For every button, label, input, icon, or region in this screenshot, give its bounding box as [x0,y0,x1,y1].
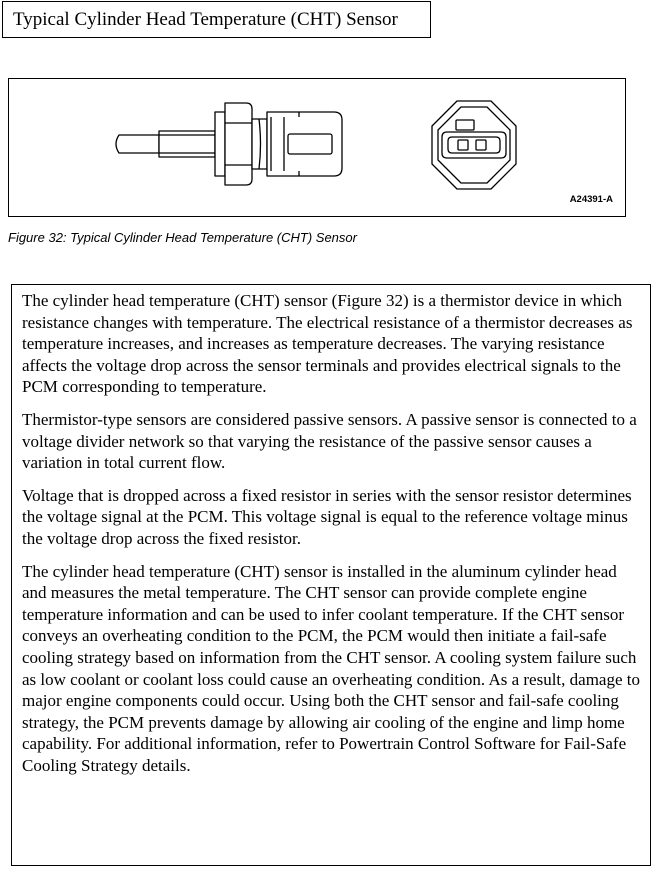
cht-sensor-illustration [9,79,627,218]
connector-terminal [476,140,486,150]
figure-caption: Figure 32: Typical Cylinder Head Temperature (CHT) Sensor [8,230,357,245]
figure-id-label: A24391-A [569,194,613,205]
connector-terminal [458,140,468,150]
paragraph: Thermistor-type sensors are considered passive sensors. A passive sensor is connected to a voltage divider network so that varying the resistance of the passive sensor causes a variation in total current flow. [22,409,637,473]
page-title: Typical Cylinder Head Temperature (CHT) Sensor [2,1,431,38]
paragraph: The cylinder head temperature (CHT) sensor is installed in the aluminum cylinder head and measures the metal temperature. The CHT sensor can provide complete engine temperature information and can be used to infer coolant temperature. If the CHT sensor conveys an overheating condition to the PCM, the PCM would then initiate a fail-safe cooling strategy based on information from the CHT sensor. A cooling system failure such as low coolant or coolant loss could cause an overheating condition. As a result, damage to major engine components could occur. Using both the CHT sensor and fail-safe cooling strategy, the PCM prevents damage by allowing air cooling of the engine and limp home capability. For additional information, refer to Powertrain Control Software for Fail-Safe Cooling Strategy details. [22,561,640,775]
figure-frame [8,78,626,217]
sensor-hex-flange [225,103,252,185]
paragraph: Voltage that is dropped across a fixed resistor in series with the sensor resistor determines the voltage signal at the PCM. This voltage signal is equal to the reference voltage minus the voltage drop across the fixed resistor. [22,485,632,548]
description-text-box [11,284,651,866]
paragraph: The cylinder head temperature (CHT) sensor (Figure 32) is a thermistor device in which resistance changes with temperature. The electrical resistance of a thermistor decreases as temperature increases, and increases as temperature decreases. The varying resistance affects the voltage drop across the sensor terminals and provides electrical signals to the PCM corresponding to temperature. [22,291,633,397]
sensor-probe-tip [116,135,159,153]
